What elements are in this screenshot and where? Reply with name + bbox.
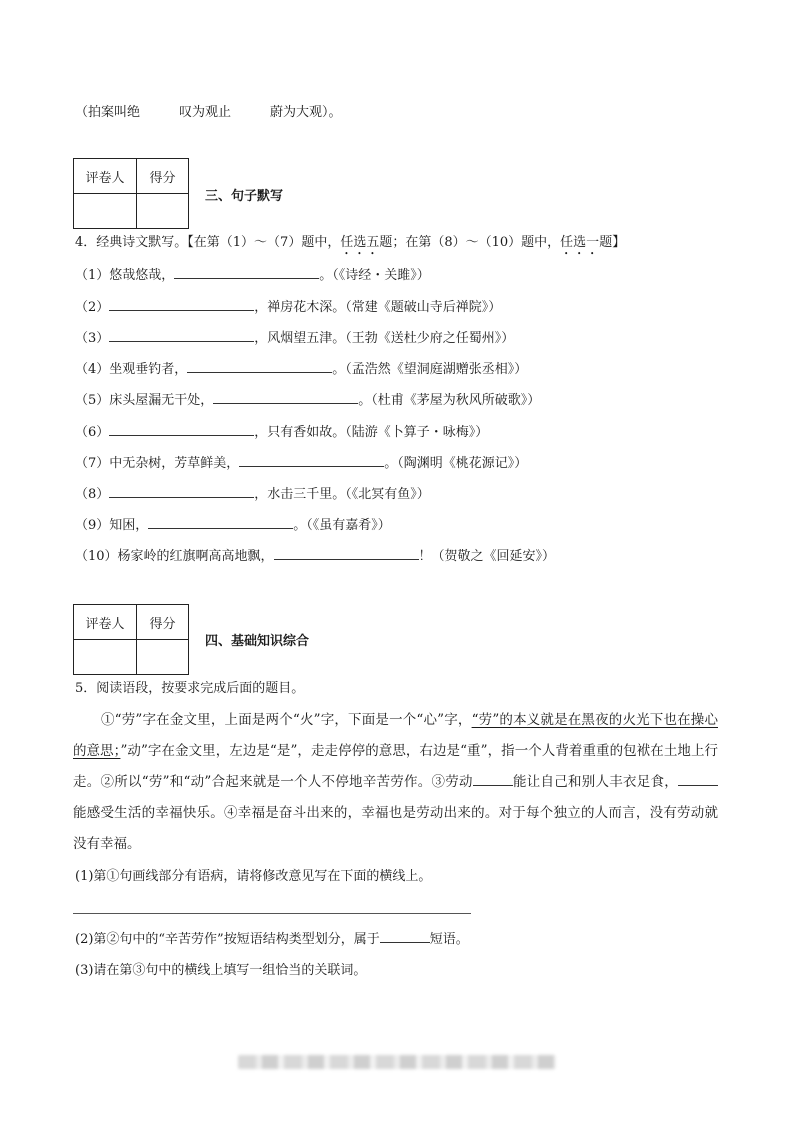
subquestion-3: (3)请在第③句中的横线上填写一组恰当的关联词。	[75, 963, 367, 978]
recitation-item: （9）知困， 。（《虽有嘉肴》）	[75, 518, 391, 533]
answer-blank[interactable]	[109, 329, 254, 342]
section3-instruction: 4．经典诗文默写。【在第（1）～（7）题中，任选五题；在第（8）～（10）题中，任选一题】	[75, 235, 626, 250]
phrase-type-blank[interactable]	[380, 930, 430, 943]
section3-title: 三、句子默写	[205, 189, 284, 204]
reviewer-label: 评卷人	[74, 605, 137, 640]
score-box-section4	[73, 604, 189, 675]
answer-blank[interactable]	[174, 266, 319, 279]
score-cell[interactable]	[137, 640, 189, 675]
score-cell[interactable]	[137, 194, 189, 229]
reading-paragraph: ①“劳”字在金文里，上面是两个“火”字，下面是一个“心”字，“劳”的本义就是在黑夜的火光下也在操心的意思；”动”字在金文里，左边是“是”，走走停停的意思，右边是“重”，指一个人背着重重的包袱在土地上行走。②所以“劳”和“动”合起来就是一个人不停地辛苦劳作。③劳动 能让自己和别人丰衣足食，能感受生活的幸福快乐。④幸福是奋斗出来的，幸福也是劳动出来的。对于每个独立的人而言，没有劳动就没有幸福。	[73, 712, 719, 852]
answer-blank[interactable]	[187, 360, 332, 373]
recitation-item: （4）坐观垂钓者， 。（孟浩然《望洞庭湖赠张丞相》）	[75, 362, 528, 377]
answer-blank[interactable]	[274, 547, 419, 560]
answer-blank[interactable]	[239, 454, 384, 467]
reviewer-cell[interactable]	[74, 194, 137, 229]
score-label: 得分	[137, 605, 189, 640]
subquestion-2: (2)第②句中的“辛苦劳作”按短语结构类型划分，属于 短语。	[75, 932, 469, 947]
recitation-item: （10）杨家岭的红旗啊高高地飘， ！（贺敬之《回延安》）	[75, 549, 556, 564]
score-box-section3	[73, 158, 189, 229]
answer-blank[interactable]	[109, 423, 254, 436]
conjunction-blank-2[interactable]	[678, 773, 718, 786]
answer-line-1[interactable]	[73, 913, 471, 914]
answer-blank[interactable]	[148, 516, 293, 529]
recitation-item: （3） ，风烟望五津。（王勃《送杜少府之任蜀州》）	[75, 331, 515, 346]
top-line: （拍案叫绝 叹为观止 蔚为大观）。	[75, 105, 342, 120]
recitation-item: （2） ，禅房花木深。（常建《题破山寺后禅院》）	[75, 300, 502, 315]
blurred-footer	[238, 1055, 556, 1069]
recitation-item: （5）床头屋漏无干处， 。（杜甫《茅屋为秋风所破歌》）	[75, 393, 541, 408]
recitation-item: （8） ，水击三千里。（《北冥有鱼》）	[75, 487, 430, 502]
recitation-item: （1）悠哉悠哉， 。（《诗经・关雎》）	[75, 268, 430, 283]
recitation-item: （7）中无杂树，芳草鲜美， 。（陶渊明《桃花源记》）	[75, 456, 528, 471]
reviewer-cell[interactable]	[74, 640, 137, 675]
recitation-item: （6） ，只有香如故。（陆游《卜算子・咏梅》）	[75, 425, 489, 440]
answer-blank[interactable]	[109, 298, 254, 311]
conjunction-blank-1[interactable]	[473, 773, 513, 786]
score-label: 得分	[137, 159, 189, 194]
answer-blank[interactable]	[109, 485, 254, 498]
subquestion-1: (1)第①句画线部分有语病，请将修改意见写在下面的横线上。	[75, 869, 432, 884]
pick1-emphasis: 任选一	[560, 235, 600, 250]
section4-title: 四、基础知识综合	[205, 634, 310, 649]
underlined-sentence: “劳”的本义就是在黑夜的火光下也在操心的意思；	[73, 712, 718, 759]
reviewer-label: 评卷人	[74, 159, 137, 194]
answer-blank[interactable]	[213, 391, 358, 404]
question5-prompt: 5．阅读语段，按要求完成后面的题目。	[75, 681, 305, 696]
pick5-emphasis: 任选五	[340, 235, 380, 250]
